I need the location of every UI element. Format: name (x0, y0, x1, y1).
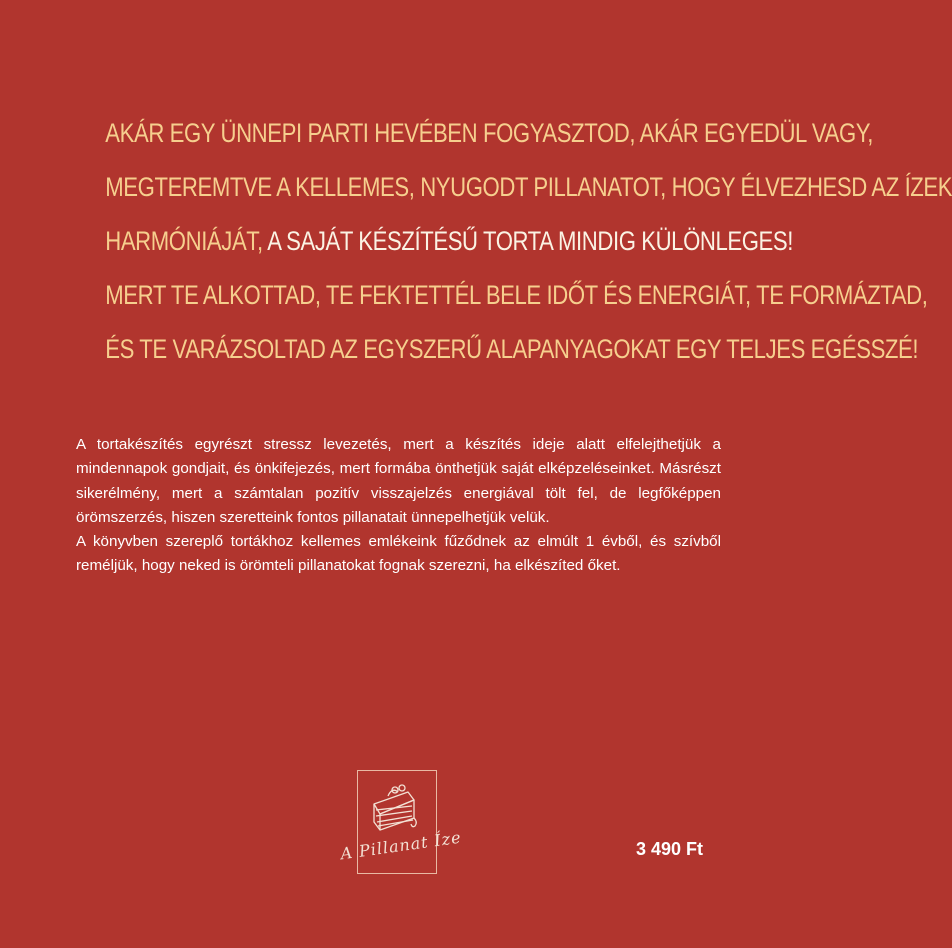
quote-line-4: MERT TE ALKOTTAD, TE FEKTETTÉL BELE IDŐT ÉS ENERGIÁT, TE FORMÁZTAD, (105, 280, 928, 310)
description-paragraph-2: A könyvben szereplő tortákhoz kellemes emlékeink fűződnek az elmúlt 1 évből, és szívből reméljük, hogy neked is örömteli pillanatokat fognak szerezni, ha elkészíted őket. (76, 533, 721, 575)
publisher-logo (326, 770, 476, 880)
quote-line-3 (105, 214, 794, 268)
quote-block (105, 106, 952, 376)
quote-highlight: A SAJÁT KÉSZÍTÉSŰ TORTA MINDIG KÜLÖNLEGES! (262, 226, 794, 256)
description-paragraph-1: A tortakészítés egyrészt stressz levezetés, mert a készítés ideje alatt elfelejthetjük a mindennapok gondjait, és önkifejezés, mert formába önthetjük saját elképzeléseinket. Másrészt sikerélmény, mert a számtalan pozitív visszajelzés energiával tölt fel, de legfőképpen örömszerzés, hiszen szeretteink fontos pillanatait ünnepelhetjük velük. (76, 436, 721, 526)
logo-text: A Pillanat Íze (339, 827, 463, 864)
quote-line-5: ÉS TE VARÁZSOLTAD AZ EGYSZERŰ ALAPANYAGOKAT EGY TELJES EGÉSSZÉ! (105, 334, 919, 364)
description (76, 433, 721, 579)
quote-line-2: MEGTEREMTVE A KELLEMES, NYUGODT PILLANATOT, HOGY ÉLVEZHESD AZ ÍZEK (105, 172, 952, 202)
cake-slice-icon (368, 778, 428, 836)
quote-line-1: AKÁR EGY ÜNNEPI PARTI HEVÉBEN FOGYASZTOD, AKÁR EGYEDÜL VAGY, (105, 118, 874, 148)
quote-line-3-start: HARMÓNIÁJÁT, (105, 226, 263, 256)
price: 3 490 Ft (636, 839, 704, 859)
